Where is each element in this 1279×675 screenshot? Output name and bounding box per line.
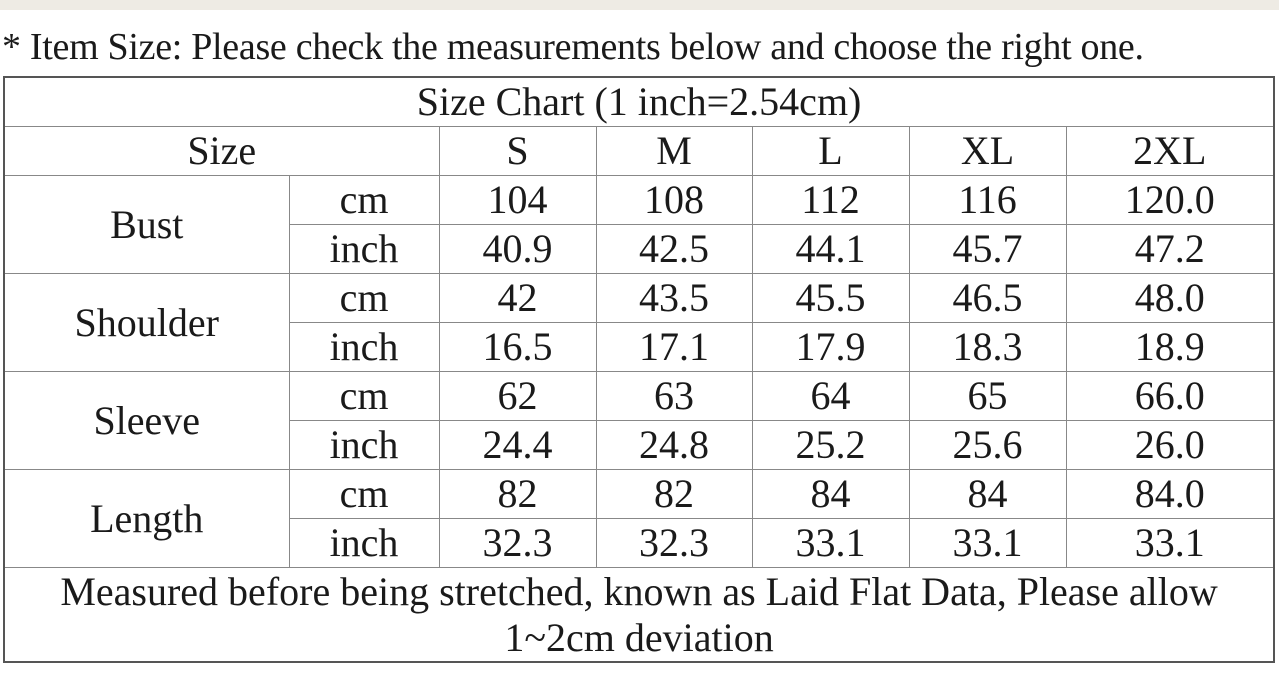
table-cell: 46.5 (909, 274, 1066, 323)
table-cell: 16.5 (439, 323, 596, 372)
table-cell: 108 (596, 176, 752, 225)
table-cell: 47.2 (1066, 225, 1274, 274)
unit-inch: inch (289, 323, 439, 372)
table-cell: 116 (909, 176, 1066, 225)
title-row (4, 77, 1274, 127)
table-cell: 25.6 (909, 421, 1066, 470)
size-header-label: Size (4, 127, 439, 176)
table-cell: 82 (439, 470, 596, 519)
table-cell: 84 (752, 470, 909, 519)
table-cell: 82 (596, 470, 752, 519)
size-header-m: M (596, 127, 752, 176)
table-cell: 24.4 (439, 421, 596, 470)
size-header-xl: XL (909, 127, 1066, 176)
table-cell: 42 (439, 274, 596, 323)
table-cell: 33.1 (752, 519, 909, 568)
table-cell: 45.5 (752, 274, 909, 323)
table-cell: 45.7 (909, 225, 1066, 274)
table-cell: 43.5 (596, 274, 752, 323)
table-cell: 62 (439, 372, 596, 421)
table-cell: 120.0 (1066, 176, 1274, 225)
table-row (4, 470, 1274, 519)
table-cell: 32.3 (596, 519, 752, 568)
top-band (0, 0, 1279, 10)
note-row (4, 568, 1274, 663)
bottom-edge (0, 667, 1279, 675)
size-header-row (4, 127, 1274, 176)
table-cell: 104 (439, 176, 596, 225)
table-cell: 65 (909, 372, 1066, 421)
chart-title: Size Chart (1 inch=2.54cm) (4, 77, 1274, 127)
table-cell: 44.1 (752, 225, 909, 274)
table-cell: 17.1 (596, 323, 752, 372)
measure-name-sleeve: Sleeve (4, 372, 289, 470)
size-header-s: S (439, 127, 596, 176)
table-cell: 32.3 (439, 519, 596, 568)
size-header-2xl: 2XL (1066, 127, 1274, 176)
unit-cm: cm (289, 372, 439, 421)
unit-inch: inch (289, 225, 439, 274)
size-header-l: L (752, 127, 909, 176)
table-cell: 84 (909, 470, 1066, 519)
table-cell: 42.5 (596, 225, 752, 274)
table-cell: 33.1 (909, 519, 1066, 568)
table-cell: 84.0 (1066, 470, 1274, 519)
unit-cm: cm (289, 470, 439, 519)
table-cell: 26.0 (1066, 421, 1274, 470)
table-cell: 48.0 (1066, 274, 1274, 323)
measure-name-shoulder: Shoulder (4, 274, 289, 372)
unit-inch: inch (289, 421, 439, 470)
unit-inch: inch (289, 519, 439, 568)
measurement-note: Measured before being stretched, known as Laid Flat Data, Please allow 1~2cm deviation (4, 568, 1274, 663)
measure-name-bust: Bust (4, 176, 289, 274)
table-cell: 66.0 (1066, 372, 1274, 421)
table-row (4, 176, 1274, 225)
unit-cm: cm (289, 274, 439, 323)
unit-cm: cm (289, 176, 439, 225)
table-cell: 112 (752, 176, 909, 225)
table-cell: 17.9 (752, 323, 909, 372)
table-row (4, 372, 1274, 421)
table-cell: 33.1 (1066, 519, 1274, 568)
table-cell: 24.8 (596, 421, 752, 470)
table-cell: 64 (752, 372, 909, 421)
table-cell: 18.9 (1066, 323, 1274, 372)
table-cell: 63 (596, 372, 752, 421)
table-cell: 18.3 (909, 323, 1066, 372)
table-row (4, 274, 1274, 323)
measure-name-length: Length (4, 470, 289, 568)
table-cell: 40.9 (439, 225, 596, 274)
size-chart-table (3, 76, 1275, 663)
item-size-intro: * Item Size: Please check the measurements below and choose the right one. (2, 26, 1144, 68)
table-cell: 25.2 (752, 421, 909, 470)
